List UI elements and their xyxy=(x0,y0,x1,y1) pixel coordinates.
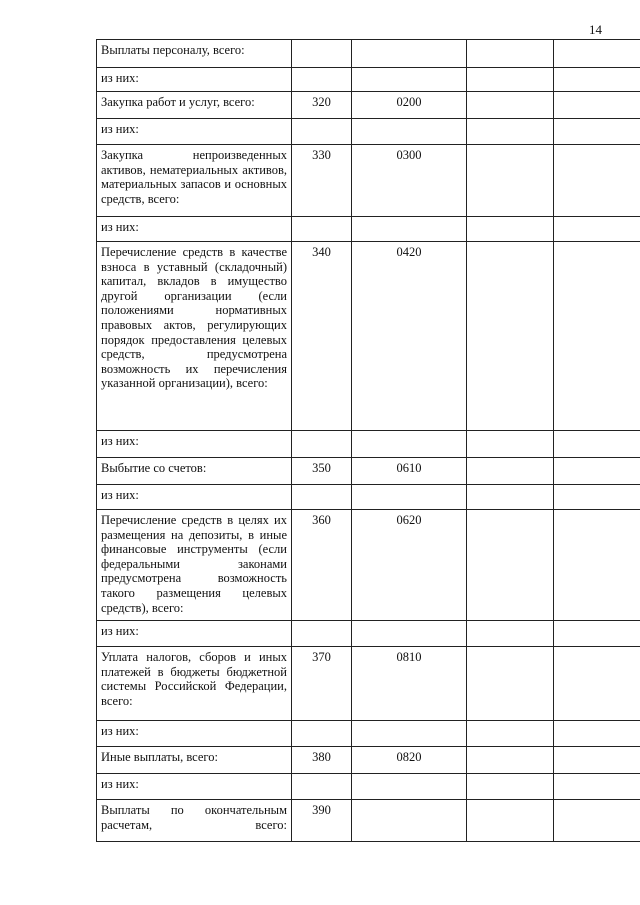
row-value-2 xyxy=(554,40,640,68)
row-name: Закупка непроизведенных активов, нематериальных активов, материальных запасов и основных средств, всего: xyxy=(97,145,292,217)
row-code xyxy=(292,68,352,92)
row-value-2 xyxy=(554,721,640,747)
row-value-1 xyxy=(467,721,554,747)
row-name: Перечисление средств в качестве взноса в уставный (складочный) капитал, вкладов в имущество другой организации (если положениями нормативных правовых актов, регулирующих порядок предоставления целевых средств, предусмотрена возможность их перечисления указанной организации), всего: xyxy=(97,242,292,431)
row-kbk xyxy=(352,431,467,458)
row-value-2 xyxy=(554,774,640,800)
row-value-1 xyxy=(467,119,554,145)
row-name: Выплаты персоналу, всего: xyxy=(97,40,292,68)
row-kbk: 0200 xyxy=(352,92,467,119)
row-name: Выплаты по окончательным расчетам, всего: xyxy=(97,800,292,842)
row-kbk: 0300 xyxy=(352,145,467,217)
table-row xyxy=(97,458,640,485)
table-row xyxy=(97,647,640,721)
row-value-1 xyxy=(467,40,554,68)
row-code: 340 xyxy=(292,242,352,431)
row-name: из них: xyxy=(97,119,292,145)
row-value-1 xyxy=(467,217,554,242)
table-row xyxy=(97,92,640,119)
row-code: 350 xyxy=(292,458,352,485)
row-value-1 xyxy=(467,800,554,842)
row-value-2 xyxy=(554,242,640,431)
row-value-2 xyxy=(554,510,640,621)
page-number: 14 xyxy=(589,22,602,37)
table-row xyxy=(97,242,640,431)
row-name: из них: xyxy=(97,774,292,800)
table-row xyxy=(97,485,640,510)
table-row xyxy=(97,747,640,774)
row-value-2 xyxy=(554,647,640,721)
row-kbk xyxy=(352,217,467,242)
row-value-1 xyxy=(467,242,554,431)
row-name: Иные выплаты, всего: xyxy=(97,747,292,774)
row-code xyxy=(292,119,352,145)
row-kbk xyxy=(352,119,467,145)
row-kbk xyxy=(352,800,467,842)
row-kbk xyxy=(352,774,467,800)
row-code xyxy=(292,217,352,242)
row-kbk xyxy=(352,68,467,92)
row-kbk xyxy=(352,40,467,68)
row-code: 390 xyxy=(292,800,352,842)
row-value-2 xyxy=(554,145,640,217)
table-row xyxy=(97,145,640,217)
table-row xyxy=(97,774,640,800)
table-row xyxy=(97,119,640,145)
row-value-1 xyxy=(467,485,554,510)
table-row xyxy=(97,431,640,458)
row-value-2 xyxy=(554,431,640,458)
payments-table xyxy=(96,39,640,842)
row-name: Закупка работ и услуг, всего: xyxy=(97,92,292,119)
row-code xyxy=(292,485,352,510)
row-value-2 xyxy=(554,800,640,842)
row-value-1 xyxy=(467,621,554,647)
row-name: из них: xyxy=(97,217,292,242)
row-value-1 xyxy=(467,774,554,800)
row-value-2 xyxy=(554,458,640,485)
table-row xyxy=(97,721,640,747)
row-value-2 xyxy=(554,119,640,145)
row-kbk: 0420 xyxy=(352,242,467,431)
row-value-2 xyxy=(554,485,640,510)
row-code xyxy=(292,774,352,800)
table-row xyxy=(97,621,640,647)
row-value-2 xyxy=(554,747,640,774)
row-name: Уплата налогов, сборов и иных платежей в бюджеты бюджетной системы Российской Федерации, всего: xyxy=(97,647,292,721)
table-row xyxy=(97,40,640,68)
row-kbk xyxy=(352,485,467,510)
row-code xyxy=(292,621,352,647)
row-code: 320 xyxy=(292,92,352,119)
row-value-1 xyxy=(467,145,554,217)
row-value-1 xyxy=(467,458,554,485)
row-name: из них: xyxy=(97,68,292,92)
row-code xyxy=(292,721,352,747)
table-row xyxy=(97,510,640,621)
row-kbk: 0610 xyxy=(352,458,467,485)
row-value-1 xyxy=(467,68,554,92)
row-code xyxy=(292,40,352,68)
row-value-2 xyxy=(554,68,640,92)
row-kbk: 0620 xyxy=(352,510,467,621)
row-value-2 xyxy=(554,621,640,647)
table-row xyxy=(97,68,640,92)
row-value-1 xyxy=(467,510,554,621)
row-kbk: 0810 xyxy=(352,647,467,721)
row-name: из них: xyxy=(97,621,292,647)
row-kbk: 0820 xyxy=(352,747,467,774)
row-code: 360 xyxy=(292,510,352,621)
row-value-1 xyxy=(467,747,554,774)
row-code: 370 xyxy=(292,647,352,721)
row-name: из них: xyxy=(97,431,292,458)
row-value-1 xyxy=(467,431,554,458)
row-value-1 xyxy=(467,92,554,119)
row-name: Перечисление средств в целях их размещения на депозиты, в иные финансовые инструменты (если федеральными законами предусмотрена возможность такого размещения целевых средств), всего: xyxy=(97,510,292,621)
row-value-1 xyxy=(467,647,554,721)
row-value-2 xyxy=(554,92,640,119)
table-row xyxy=(97,800,640,842)
row-name: из них: xyxy=(97,485,292,510)
row-code: 330 xyxy=(292,145,352,217)
row-code xyxy=(292,431,352,458)
table-row xyxy=(97,217,640,242)
row-name: Выбытие со счетов: xyxy=(97,458,292,485)
row-value-2 xyxy=(554,217,640,242)
row-kbk xyxy=(352,621,467,647)
row-name: из них: xyxy=(97,721,292,747)
row-kbk xyxy=(352,721,467,747)
row-code: 380 xyxy=(292,747,352,774)
